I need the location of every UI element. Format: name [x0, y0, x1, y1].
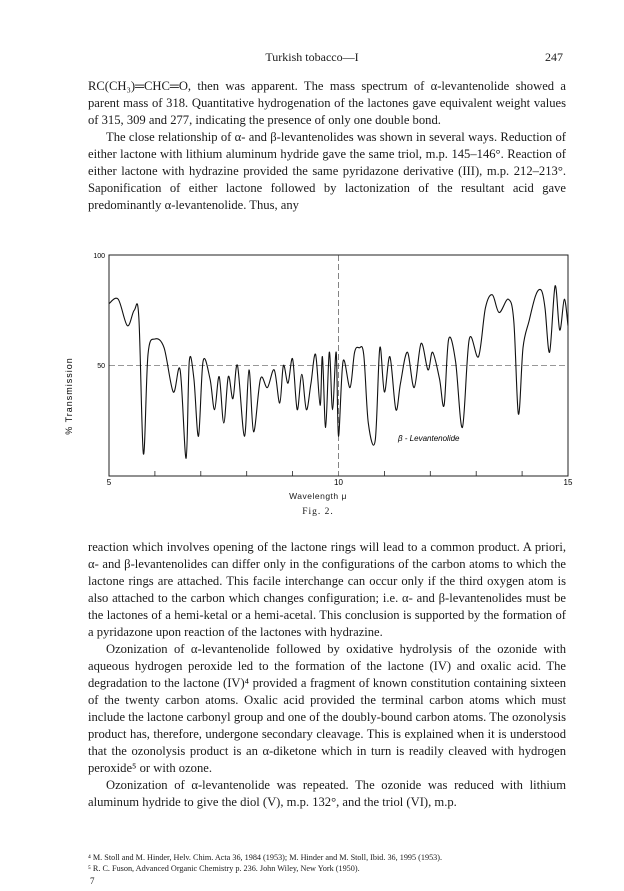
y-tick-50: 50 — [97, 363, 105, 370]
series-legend: β - Levantenolide — [398, 434, 460, 443]
paragraph: The close relationship of α- and β-levantenolides was shown in several ways. Reduction of either lactone with lithium aluminum hydride gave the same triol, m.p. 145–146°. Reaction of either lactone with hydrazine provided the same pyridazone derivative (III), m.p. 212–213°. Saponification of either lactone followed by lactonization of the resultant acid gave predominantly α-levantenolide. Thus, any — [88, 130, 566, 212]
ir-spectrum-figure — [58, 246, 578, 526]
page-mark: 7 — [90, 876, 95, 886]
running-title: Turkish tobacco—I — [265, 50, 359, 64]
paragraph: reaction which involves opening of the lactone rings will lead to a common product. A priori, α- and β-levantenolides can differ only in the configurations of the carbon atoms to which the lactone rings are attached. This facile interchange can occur only if the third oxygen atom is also attached to the carbon which changes configuration; i.e. α- and β-levantenolides must be the lactones of a hemi-ketal or a hemi-acetal. This conclusion is supported by the formation of a pyridazone upon reaction of the lactones with hydrazine. — [88, 540, 566, 639]
page-number: 247 — [545, 50, 563, 64]
x-tick-15: 15 — [563, 478, 573, 486]
y-tick-100: 100 — [93, 253, 105, 260]
ir-spectrum-chart — [58, 246, 578, 486]
footnote: ⁴ M. Stoll and M. Hinder, Helv. Chim. Acta 36, 1984 (1953); M. Hinder and M. Stoll, Ibid. 36, 1995 (1953). — [88, 853, 443, 862]
y-axis-label: % Transmission — [64, 357, 74, 435]
footnote: ⁵ R. C. Fuson, Advanced Organic Chemistry p. 236. John Wiley, New York (1950). — [88, 864, 360, 873]
paragraph: Ozonization of α-levantenolide was repeated. The ozonide was reduced with lithium aluminum hydride to give the diol (V), m.p. 132°, and the triol (VI), m.p. — [88, 778, 566, 809]
body-text-top — [88, 78, 566, 214]
paragraph: RC(CH₃)═CHC═O, then was apparent. The mass spectrum of α-levantenolide showed a parent mass of 318. Quantitative hydrogenation of the lactones gave equivalent weight values of 315, 309 and 277, indicating the presence of only one double bond. — [88, 79, 566, 127]
figure-caption: Fig. 2. — [302, 507, 334, 517]
x-tick-5: 5 — [106, 478, 112, 486]
paragraph: Ozonization of α-levantenolide followed by oxidative hydrolysis of the ozonide with aqueous hydrogen peroxide led to the formation of the lactone (IV) and oxalic acid. The degradation to the lactone (IV)⁴ provided a fragment of known constitution containing sixteen of the twenty carbon atoms. Oxalic acid provided the terminal carbon atoms which must include the lactone carbonyl group and one of the doubly-bound carbon atoms. The ozonolysis product has, therefore, undergone secondary cleavage. This is explained when it is understood that the ozonolysis product is an α-diketone which in turn is readily cleaved with hydrogen peroxide⁵ or with ozone. — [88, 642, 566, 775]
x-axis-label: Wavelength μ — [289, 491, 347, 501]
body-text-bottom — [88, 539, 566, 811]
x-tick-10: 10 — [334, 478, 343, 486]
